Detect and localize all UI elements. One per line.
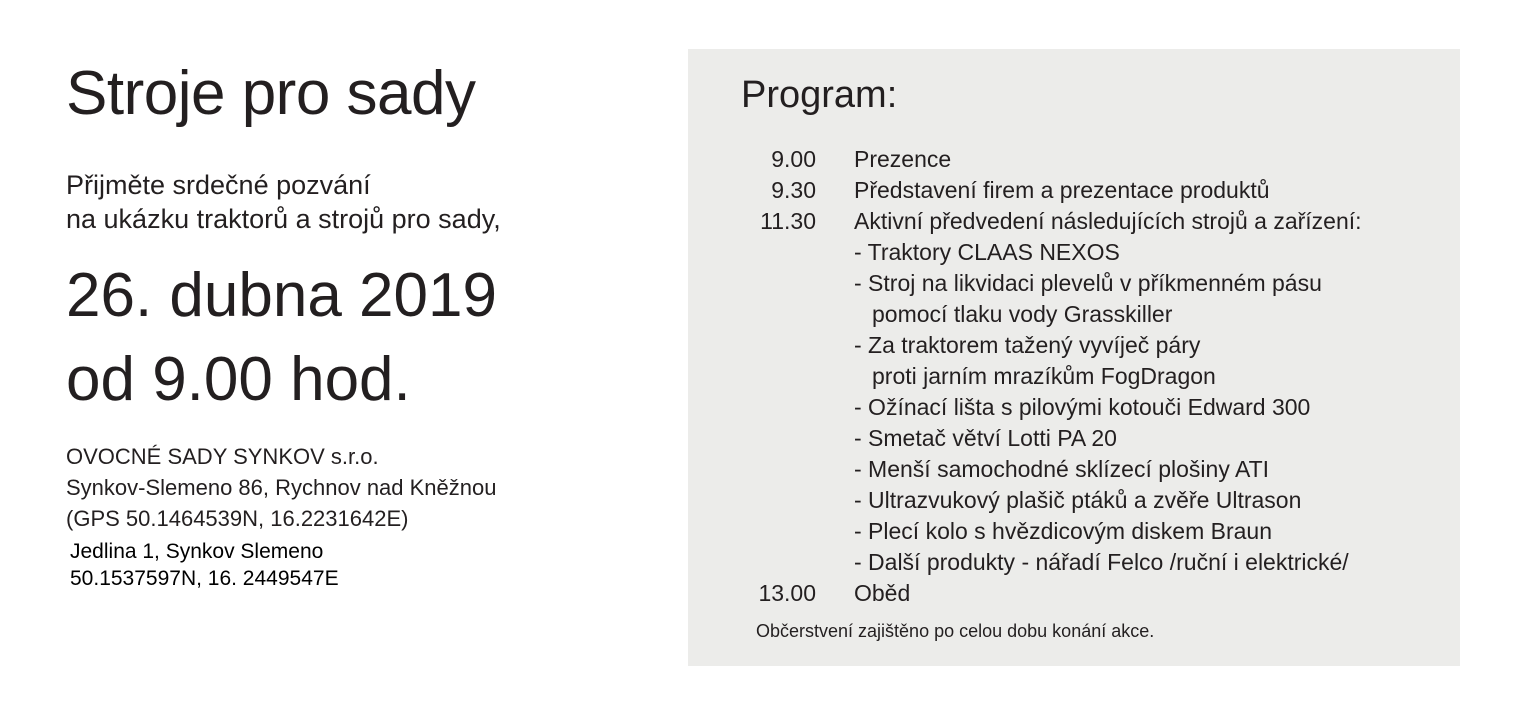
program-row bbox=[688, 547, 1460, 578]
program-item: - Menší samochodné sklízecí plošiny ATI bbox=[854, 456, 1270, 482]
program-row bbox=[688, 299, 1460, 330]
program-list bbox=[688, 144, 1460, 609]
page-title: Stroje pro sady bbox=[66, 59, 476, 128]
program-item: Představení firem a prezentace produktů bbox=[854, 177, 1270, 203]
program-row bbox=[688, 392, 1460, 423]
program-row bbox=[688, 454, 1460, 485]
alternate-location-address: Jedlina 1, Synkov Slemeno bbox=[70, 540, 324, 563]
company-street: Synkov-Slemeno 86, Rychnov nad Kněžnou bbox=[66, 475, 497, 500]
program-item: Oběd bbox=[854, 580, 911, 606]
program-item: - Stroj na likvidaci plevelů v příkmenném pásu bbox=[854, 270, 1322, 296]
program-item: - Traktory CLAAS NEXOS bbox=[854, 239, 1120, 265]
program-time: 9.00 bbox=[771, 146, 816, 172]
program-row bbox=[688, 516, 1460, 547]
program-row bbox=[688, 175, 1460, 206]
program-item: - Ultrazvukový plašič ptáků a zvěře Ultrason bbox=[854, 487, 1302, 513]
program-time: 11.30 bbox=[760, 208, 816, 234]
intro-line: Přijměte srdečné pozvání bbox=[66, 170, 371, 200]
intro-line: na ukázku traktorů a strojů pro sady, bbox=[66, 204, 501, 234]
invitation-intro bbox=[66, 168, 501, 236]
program-heading: Program: bbox=[741, 74, 898, 116]
company-gps: (GPS 50.1464539N, 16.2231642E) bbox=[66, 506, 409, 531]
program-row bbox=[688, 423, 1460, 454]
program-row bbox=[688, 578, 1460, 609]
program-item: - Další produkty - nářadí Felco /ruční i elektrické/ bbox=[854, 549, 1349, 575]
program-time: 13.00 bbox=[758, 580, 816, 606]
program-item: pomocí tlaku vody Grasskiller bbox=[872, 301, 1173, 327]
refreshment-note: Občerstvení zajištěno po celou dobu konání akce. bbox=[756, 621, 1155, 641]
alternate-location bbox=[70, 538, 339, 592]
event-time: od 9.00 hod. bbox=[66, 345, 411, 414]
alternate-location-gps: 50.1537597N, 16. 2449547E bbox=[70, 567, 339, 590]
program-item: - Ožínací lišta s pilovými kotouči Edward 300 bbox=[854, 394, 1311, 420]
program-item: Prezence bbox=[854, 146, 952, 172]
program-row bbox=[688, 144, 1460, 175]
program-item: Aktivní předvedení následujících strojů a zařízení: bbox=[854, 208, 1362, 234]
program-row bbox=[688, 268, 1460, 299]
event-date-time bbox=[66, 254, 497, 422]
company-name: OVOCNÉ SADY SYNKOV s.r.o. bbox=[66, 444, 379, 469]
program-item: - Smetač větví Lotti PA 20 bbox=[854, 425, 1117, 451]
event-date: 26. dubna 2019 bbox=[66, 261, 497, 330]
program-panel bbox=[688, 49, 1460, 666]
program-item: - Plecí kolo s hvězdicovým diskem Braun bbox=[854, 518, 1272, 544]
program-row bbox=[688, 206, 1460, 237]
program-item: proti jarním mrazíkům FogDragon bbox=[872, 363, 1216, 389]
program-row bbox=[688, 485, 1460, 516]
program-row bbox=[688, 361, 1460, 392]
program-row bbox=[688, 237, 1460, 268]
company-address bbox=[66, 441, 496, 534]
program-row bbox=[688, 330, 1460, 361]
program-item: - Za traktorem tažený vyvíječ páry bbox=[854, 332, 1201, 358]
program-time: 9.30 bbox=[771, 177, 816, 203]
